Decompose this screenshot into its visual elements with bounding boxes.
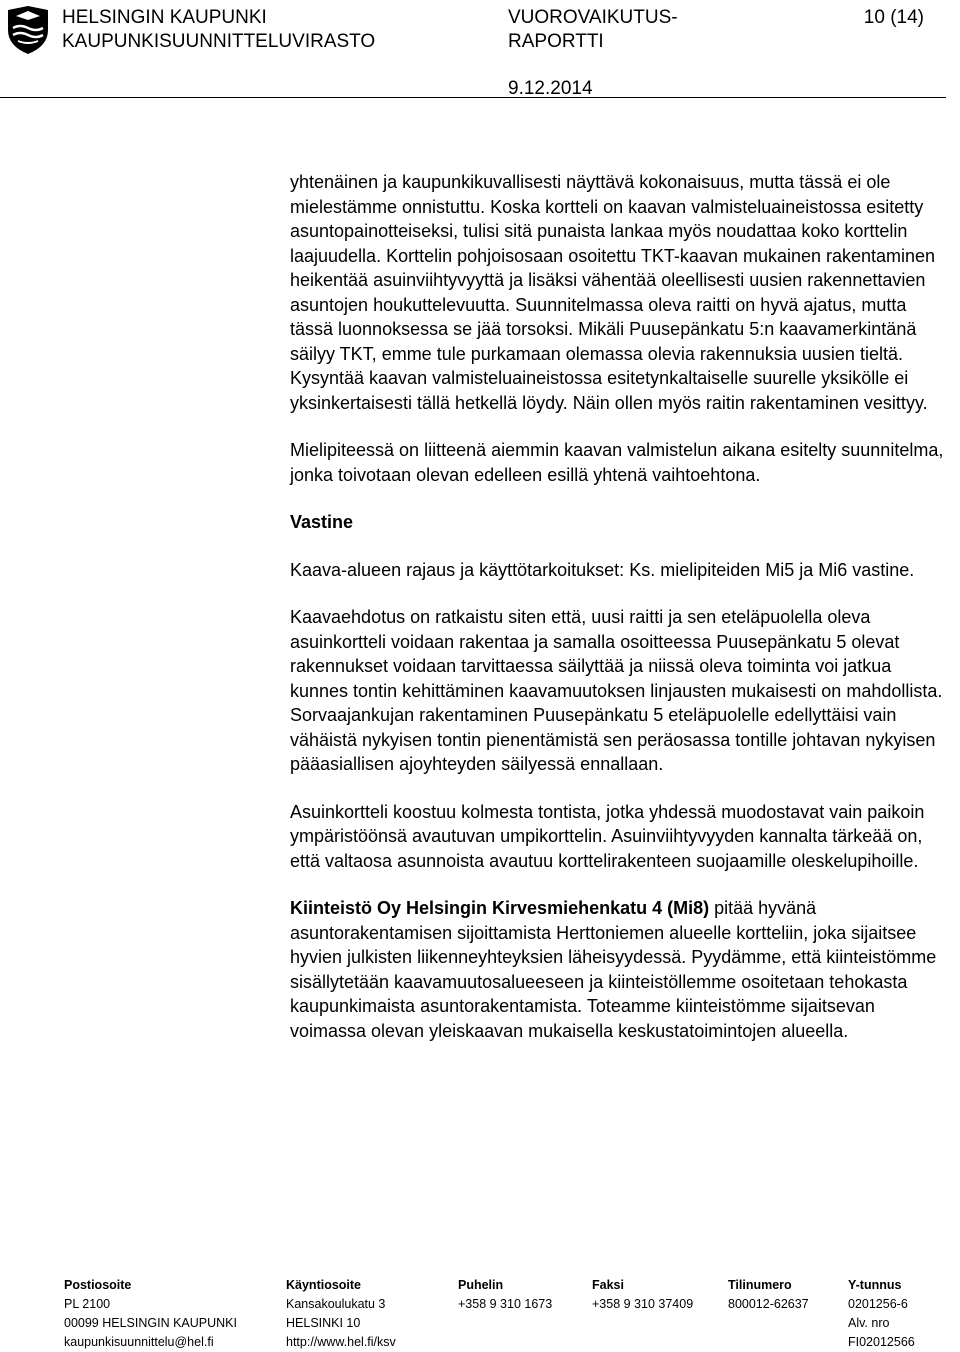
footer-label: Faksi: [592, 1278, 624, 1292]
footer-value: +358 9 310 37409: [592, 1297, 694, 1311]
submitter-name: Kiinteistö Oy Helsingin Kirvesmiehenkatu 4 (Mi8): [290, 898, 710, 918]
footer-postal-address: [64, 1276, 237, 1352]
org-line-2: KAUPUNKISUUNNITTELUVIRASTO: [62, 31, 376, 52]
footer-value: Alv. nro: [848, 1316, 890, 1330]
paragraph: Kaavaehdotus on ratkaistu siten että, uusi raitti ja sen eteläpuolella oleva asuinkortteli voidaan rakentaa ja samalla osoitteessa Puusepänkatu 5 olevat rakennukset voidaan tarvittaessa säilyttää ja niissä oleva toiminta voi jatkua kunnes tontin kehittäminen kaavamuutoksen linjausten mukaisesti on mahdollista. Sorvaajankujan rakentaminen Puusepänkatu 5 eteläpuolelle edellyttäisi vain vähäistä nykyisen tontin pienentämistä sen peräosassa tontille johtavan nykyisen pääasiallisen ajoyhteyden säilyessä ennallaan.: [290, 607, 943, 774]
footer-label: Käyntiosoite: [286, 1278, 362, 1292]
footer-value: FI02012566: [848, 1335, 915, 1349]
paragraph: Asuinkortteli koostuu kolmesta tontista, jotka yhdessä muodostavat vain paikoin ympäristöönsä avautuvan umpikorttelin. Asuinviihtyvyyden kannalta tärkeää on, että valtaosa asunnoista avautuu korttelirakenteen suojaamille oleskelupihoille.: [290, 801, 925, 871]
footer-value: PL 2100: [64, 1297, 111, 1311]
document-title: [508, 6, 678, 54]
footer-email-link[interactable]: kaupunkisuunnittelu@hel.fi: [64, 1335, 214, 1349]
paragraph-text: pitää hyvänä asuntorakentamisen sijoittamista Herttoniemen alueelle kortteliin, joka sijaitsee hyvien julkisten liikenneyhteyksien läheisyydessä. Pyydämme, että kiinteistömme sisällytetään kaavamuutosalueeseen ja kiinteistöllemme osoitetaan tehokasta kaupunkimaista asuntorakentamista. Toteamme kiinteistömme sijaitsevan voimassa olevan yleiskaavan mukaisella keskustatoimintojen alueella.: [290, 898, 937, 1041]
title-line-2: RAPORTTI: [508, 31, 604, 52]
footer-visiting-address: [286, 1276, 396, 1352]
paragraph: [290, 896, 950, 1043]
footer-value: 800012-62637: [728, 1297, 809, 1311]
organization-name: [62, 6, 375, 54]
footer-account-number: [728, 1276, 809, 1314]
footer-label: Y-tunnus: [848, 1278, 902, 1292]
paragraph: Mielipiteessä on liitteenä aiemmin kaavan valmistelun aikana esitelty suunnitelma, jonka toivotaan olevan edelleen esillä yhtenä vaihtoehtona.: [290, 440, 944, 485]
main-content: [290, 170, 950, 1066]
footer-business-id: [848, 1276, 915, 1352]
header-divider: [0, 97, 946, 98]
footer-label: Puhelin: [458, 1278, 504, 1292]
page-header: [0, 0, 960, 104]
footer-value: 00099 HELSINGIN KAUPUNKI: [64, 1316, 237, 1330]
footer-value: +358 9 310 1673: [458, 1297, 553, 1311]
helsinki-crest-icon: [4, 4, 52, 56]
org-line-1: HELSINGIN KAUPUNKI: [62, 7, 267, 28]
footer-value: 0201256-6: [848, 1297, 908, 1311]
paragraph: Kaava-alueen rajaus ja käyttötarkoitukset: Ks. mielipiteiden Mi5 ja Mi6 vastine.: [290, 559, 915, 580]
paragraph: yhtenäinen ja kaupunkikuvallisesti näyttävä kokonaisuus, mutta tässä ei ole mielestämme onnistuttu. Koska kortteli on kaavan valmisteluaineistossa esitetty asuntopainotteiseksi, tulisi sitä punaista lankaa myös noudattaa koko korttelin laajuudella. Korttelin pohjoisosaan osoitettu TKT-kaavan mukainen rakentaminen heikentää asuinviihtyvyyttä ja lisäksi vähentää oleellisesti uusien rakennettavien asuntojen houkuttelevuutta. Suunnitelmassa oleva raitti on hyvä ajatus, mutta tässä luonnoksessa se jää torsoksi. Mikäli Puusepänkatu 5:n kaavamerkintänä säilyy TKT, emme tule purkamaan olemassa olevia rakennuksia uusien tieltä. Kysyntää kaavan valmisteluaineistossa esitetynkaltaiselle suurelle yksikölle ei yksinkertaisesti tällä hetkellä löydy. Näin ollen myös raitin rakentaminen vesittyy.: [290, 172, 936, 413]
footer-label: Postiosoite: [64, 1278, 132, 1292]
page-number: 10 (14): [863, 7, 924, 28]
footer-website-link[interactable]: http://www.hel.fi/ksv: [286, 1335, 396, 1349]
section-heading: Vastine: [290, 512, 354, 532]
footer-value: Kansakoulukatu 3: [286, 1297, 386, 1311]
title-line-1: VUOROVAIKUTUS-: [508, 7, 678, 28]
footer-fax: [592, 1276, 693, 1314]
footer-phone: [458, 1276, 552, 1314]
footer-label: Tilinumero: [728, 1278, 792, 1292]
document-date: 9.12.2014: [508, 78, 593, 99]
footer-value: HELSINKI 10: [286, 1316, 361, 1330]
